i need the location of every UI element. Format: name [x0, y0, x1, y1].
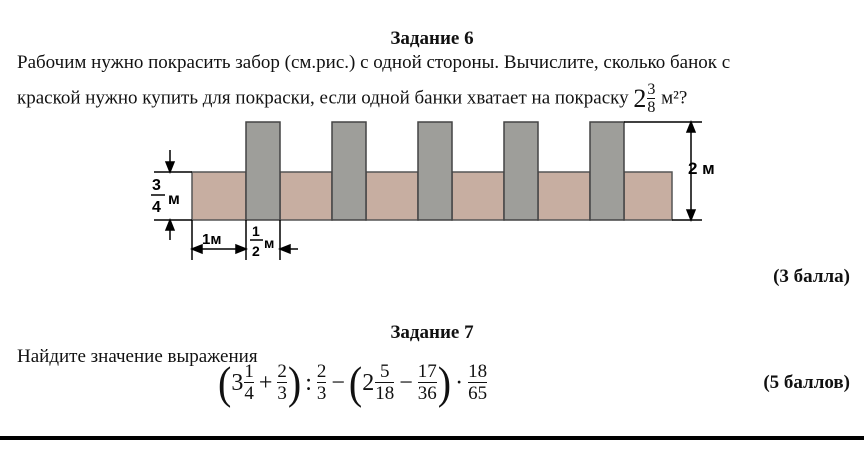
paren-close: ) — [437, 356, 452, 409]
bottom-divider — [0, 436, 864, 440]
expr-op-plus: + — [258, 369, 273, 396]
coverage-whole: 2 — [633, 84, 647, 113]
paren-open: ( — [218, 356, 232, 409]
expr-op-minus: − — [331, 369, 345, 396]
fence-short-section — [280, 172, 332, 220]
task6-text-line2-prefix: краской нужно купить для покраски, если одной банки хватает на покраску — [17, 87, 629, 109]
task7-prompt: Найдите значение выражения — [17, 346, 258, 367]
paren-open: ( — [348, 356, 363, 409]
fence-tall-post — [418, 122, 452, 220]
expr-op-multiply: · — [455, 369, 464, 396]
expr-op-minus: − — [399, 369, 413, 396]
label-1-2-numerator: 1 — [252, 223, 260, 239]
fence-tall-post — [504, 122, 538, 220]
task6-title: Задание 6 — [390, 28, 474, 49]
label-2m: 2 м — [688, 159, 715, 178]
label-1-2-unit: м — [264, 235, 275, 251]
task6-points: (3 балла) — [773, 266, 850, 287]
task6-text-line2 — [17, 82, 687, 116]
expr-a-whole: 3 — [231, 369, 244, 396]
coverage-denominator: 8 — [647, 99, 656, 116]
label-3-4-numerator: 3 — [152, 177, 161, 194]
label-1-2-denominator: 2 — [252, 243, 260, 259]
paren-close: ) — [287, 356, 302, 409]
fence-figure — [140, 112, 730, 262]
expr-c-fraction: $\frac{2}{3}$ — [316, 361, 327, 404]
label-3-4-denominator: 4 — [152, 199, 161, 216]
task7-points: (5 баллов) — [763, 372, 850, 393]
expr-op-divide: : — [305, 369, 312, 396]
fence-tall-post — [590, 122, 624, 220]
coverage-fraction — [647, 82, 655, 116]
expr-f-fraction: $\frac{18}{65}$ — [468, 361, 488, 404]
fence-short-section — [452, 172, 504, 220]
fence-short-section — [624, 172, 672, 220]
label-3-4-unit: м — [168, 191, 180, 208]
task6-text-line1: Рабочим нужно покрасить забор (см.рис.) с одной стороны. Вычислите, сколько банок с — [17, 52, 731, 73]
coverage-numerator: 3 — [647, 81, 656, 98]
task7-title: Задание 7 — [390, 322, 474, 343]
coverage-unit: м²? — [661, 87, 688, 109]
expr-a-fraction: $\frac{1}{4}$ — [244, 361, 254, 404]
expr-b-fraction: $\frac{2}{3}$ — [277, 361, 287, 404]
fence-short-section — [538, 172, 590, 220]
expr-e-fraction: $\frac{17}{36}$ — [417, 361, 437, 404]
label-1m: 1м — [202, 231, 222, 248]
fence-short-section — [192, 172, 246, 220]
fence-tall-post — [332, 122, 366, 220]
fence-tall-post — [246, 122, 280, 220]
task7-expression — [218, 356, 488, 409]
fence-short-section — [366, 172, 418, 220]
expr-d-fraction: $\frac{5}{18}$ — [375, 361, 395, 404]
expr-d-whole: 2 — [362, 369, 375, 396]
